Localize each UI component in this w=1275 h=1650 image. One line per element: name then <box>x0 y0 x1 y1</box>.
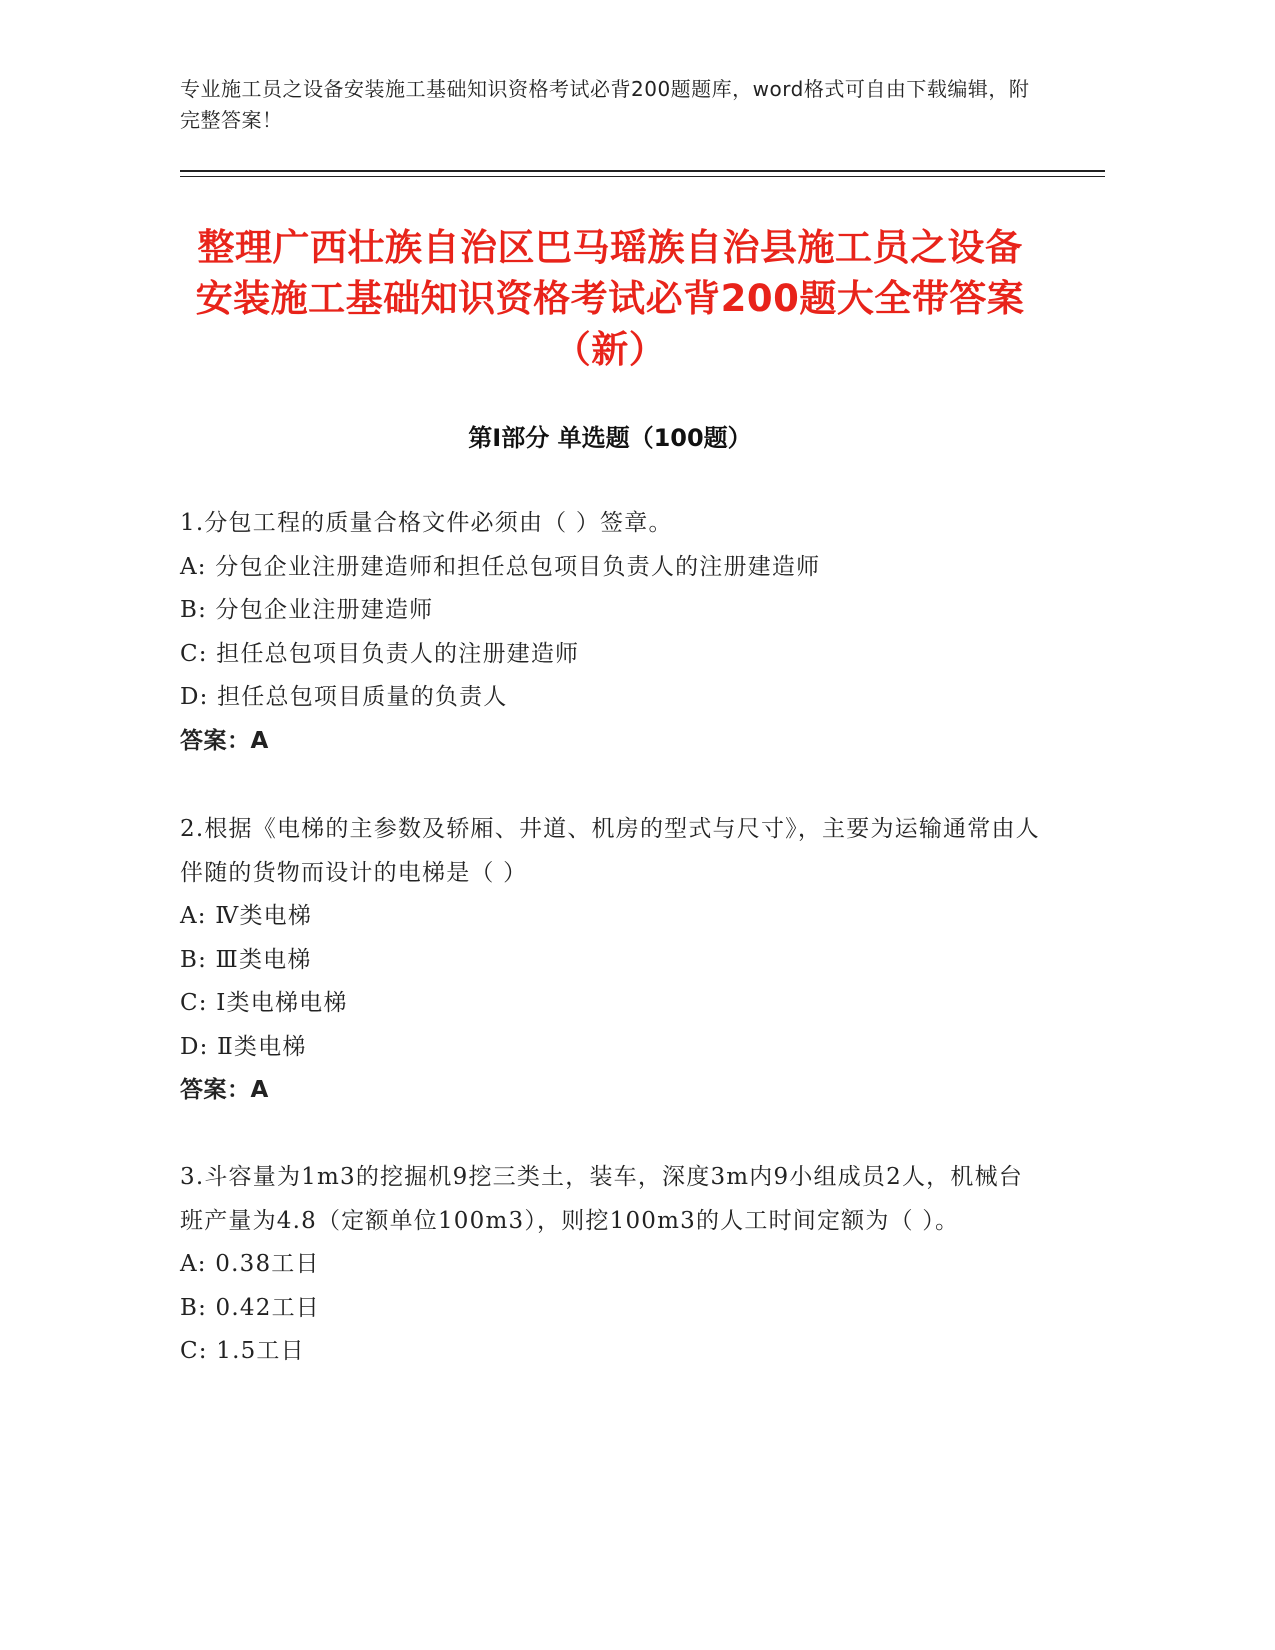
answer-line: 答案：A <box>180 727 269 754</box>
option-c: C: 1.5工日 <box>180 1338 305 1364</box>
answer-line: 答案：A <box>180 1077 269 1103</box>
option-a: A: 0.38工日 <box>180 1251 320 1277</box>
option-c: C: Ⅰ类电梯电梯 <box>180 990 348 1016</box>
document-title: 整理广西壮族自治区巴马瑶族自治县施工员之设备安装施工基础知识资格考试必背200题大全带答案（新） <box>195 226 1025 371</box>
option-d: D: 担任总包项目质量的负责人 <box>180 684 508 710</box>
option-b: B: 0.42工日 <box>180 1294 320 1321</box>
option-a: A: 分包企业注册建造师和担任总包项目负责人的注册建造师 <box>180 553 821 580</box>
option-b: B: 分包企业注册建造师 <box>180 597 434 623</box>
option-a: A: Ⅳ类电梯 <box>180 903 313 929</box>
question-3 <box>180 1156 1040 1374</box>
header-note: 专业施工员之设备安装施工基础知识资格考试必背200题题库，word格式可自由下载编辑，附完整答案！ <box>180 77 1030 132</box>
question-stem: 1.分包工程的质量合格文件必须由（ ）签章。 <box>180 510 673 536</box>
question-stem: 2.根据《电梯的主参数及轿厢、井道、机房的型式与尺寸》，主要为运输通常由人伴随的货物而设计的电梯是（ ） <box>180 816 1040 886</box>
option-c: C: 担任总包项目负责人的注册建造师 <box>180 640 580 667</box>
option-d: D: Ⅱ类电梯 <box>180 1033 307 1060</box>
option-b: B: Ⅲ类电梯 <box>180 946 312 973</box>
question-2 <box>180 808 1040 1113</box>
header-divider-thick <box>180 170 1105 172</box>
header-divider-thin <box>180 176 1105 177</box>
question-1 <box>180 502 1040 763</box>
question-stem: 3.斗容量为1m3的挖掘机9挖三类土，装车，深度3m内9小组成员2人，机械台班产量为4.8（定额单位100m3），则挖100m3的人工时间定额为（ ）。 <box>180 1164 1023 1234</box>
section-title: 第Ⅰ部分 单选题（100题） <box>468 424 752 452</box>
